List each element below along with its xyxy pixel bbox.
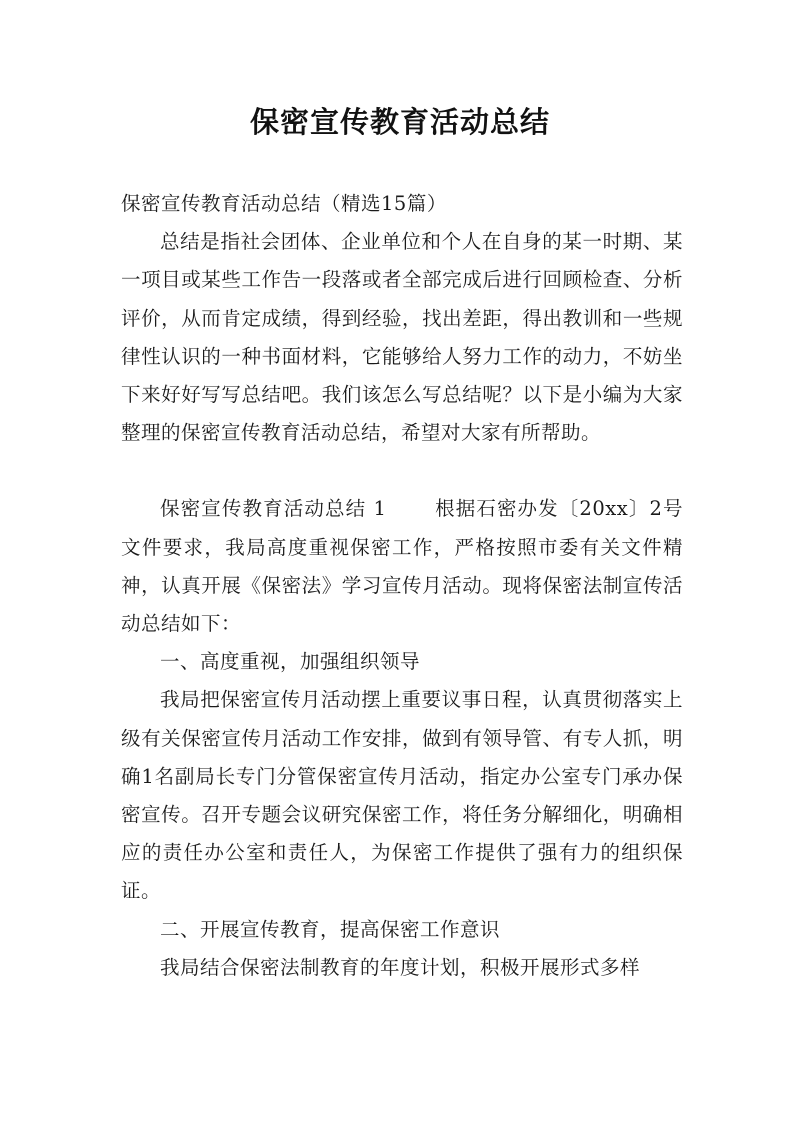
point-2-heading: 二、开展宣传教育，提高保密工作意识	[160, 917, 501, 941]
paragraph-gap	[121, 452, 683, 490]
intro-paragraph: 总结是指社会团体、企业单位和个人在自身的某一时期、某一项目或某些工作告一段落或者全部完成后进行回顾检查、分析评价，从而肯定成绩，得到经验，找出差距，得出教训和一些规律性认识的一种书面材料，它能够给人努力工作的动力，不妨坐下来好好写写总结吧。我们该怎么写总结呢？以下是小编为大家整理的保密宣传教育活动总结，希望对大家有所帮助。	[121, 230, 683, 445]
point-1-heading: 一、高度重视，加强组织领导	[160, 650, 421, 674]
section-1-paragraph	[121, 490, 683, 643]
document-body	[121, 185, 683, 987]
point-2-paragraph: 我局结合保密法制教育的年度计划，积极开展形式多样	[160, 955, 641, 979]
section-1-heading: 保密宣传教育活动总结 1	[160, 497, 387, 521]
section-1-text: 根据石密办发〔20xx〕2号文件要求，我局高度重视保密工作，严格按照市委有关文件精神，认真开展《保密法》学习宣传月活动。现将保密法制宣传活动总结如下：	[121, 497, 684, 636]
document-subtitle: 保密宣传教育活动总结（精选15篇）	[121, 192, 447, 215]
point-1-paragraph: 我局把保密宣传月活动摆上重要议事日程，认真贯彻落实上级有关保密宣传月活动工作安排，做到有领导管、有专人抓，明确1名副局长专门分管保密宣传月活动，指定办公室专门承办保密宣传。召开专题会议研究保密工作，将任务分解细化，明确相应的责任办公室和责任人，为保密工作提供了强有力的组织保证。	[121, 688, 683, 903]
document-title: 保密宣传教育活动总结	[249, 105, 550, 139]
